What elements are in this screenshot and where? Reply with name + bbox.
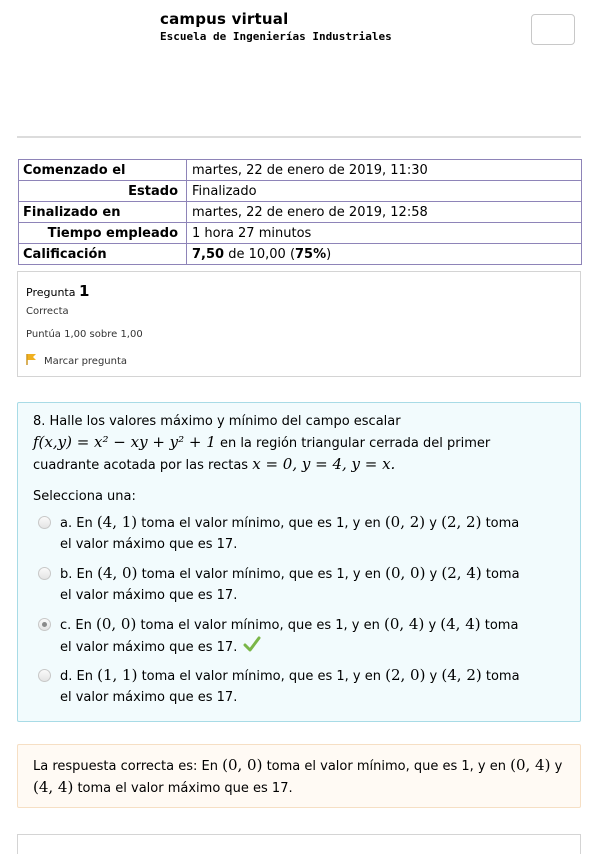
answer-point: (4, 4) xyxy=(440,615,481,633)
answer-letter: b. En xyxy=(60,567,98,582)
answer-point: (4, 0) xyxy=(97,564,138,582)
answer-point: (4, 1) xyxy=(96,513,138,531)
answer-text-part: toma el valor mínimo, que es 1, y en xyxy=(137,567,386,582)
answer-letter: c. En xyxy=(60,618,96,633)
radio-d[interactable] xyxy=(38,669,51,682)
correct-check-icon xyxy=(243,636,261,659)
feedback-point: (0, 0) xyxy=(222,756,263,774)
question-text-line3-pre: cuadrante acotada por las rectas xyxy=(33,458,253,473)
summary-row-finished xyxy=(19,202,582,223)
summary-row-state xyxy=(19,181,582,202)
answer-text-line2: el valor máximo que es 17. xyxy=(60,690,238,705)
answer-point: (0, 0) xyxy=(96,615,137,633)
answer-point: (0, 2) xyxy=(384,513,426,531)
menu-button[interactable] xyxy=(531,14,575,45)
question-formula: f(x,y) = x² − xy + y² + 1 xyxy=(33,433,216,451)
answer-letter: a. En xyxy=(60,516,97,531)
summary-value: Finalizado xyxy=(187,181,582,202)
question-lines: x = 0, y = 4, y = x. xyxy=(252,455,396,473)
answer-point: (2, 0) xyxy=(385,666,426,684)
question-text-line2-rest: en la región triangular cerrada del primer xyxy=(215,436,491,451)
grade-text: de 10,00 ( xyxy=(224,246,296,262)
summary-label: Calificación xyxy=(19,244,187,265)
summary-label: Estado xyxy=(19,181,187,202)
answer-point: (2, 4) xyxy=(441,564,482,582)
feedback-text-part: toma el valor máximo que es 17. xyxy=(73,781,293,796)
answer-point: (1, 1) xyxy=(97,666,138,684)
question-grade: Puntúa 1,00 sobre 1,00 xyxy=(26,329,143,340)
grade-close: ) xyxy=(326,246,332,262)
feedback-point: (4, 4) xyxy=(33,778,74,796)
answer-text-part: toma el valor mínimo, que es 1, y en xyxy=(137,669,386,684)
answer-text-part: toma xyxy=(481,669,520,684)
answer-point: (0, 4) xyxy=(383,615,425,633)
summary-value: martes, 22 de enero de 2019, 12:58 xyxy=(187,202,582,223)
feedback-text-part: toma el valor mínimo, que es 1, y en xyxy=(262,759,511,774)
summary-row-grade xyxy=(19,244,582,265)
question-number-value: 1 xyxy=(78,282,90,300)
answer-text-part: y xyxy=(425,516,442,531)
feedback-panel xyxy=(17,744,581,808)
flag-icon[interactable] xyxy=(26,353,37,369)
summary-label: Comenzado el xyxy=(19,160,187,181)
flag-question-link[interactable] xyxy=(26,353,127,369)
site-subtitle: Escuela de Ingenierías Industriales xyxy=(160,30,392,43)
answer-text[interactable] xyxy=(60,665,540,708)
header-divider xyxy=(17,136,581,138)
right-answer-text xyxy=(33,755,563,799)
feedback-text-part: y xyxy=(550,759,563,774)
answer-text-part: toma xyxy=(481,567,520,582)
question-label: Pregunta xyxy=(26,286,76,299)
feedback-pre: La respuesta correcta es: En xyxy=(33,759,223,774)
question-number xyxy=(26,282,89,300)
next-question-panel xyxy=(17,834,581,854)
question-content-panel xyxy=(17,402,581,722)
grade-score: 7,50 xyxy=(192,246,225,262)
flag-question-label[interactable]: Marcar pregunta xyxy=(44,355,128,367)
answer-text-part: toma xyxy=(480,618,519,633)
answer-point: (2, 2) xyxy=(441,513,482,531)
answer-text-line2: el valor máximo que es 17. xyxy=(60,588,238,603)
page-header xyxy=(0,0,600,120)
answer-text[interactable] xyxy=(60,512,540,555)
question-text-line3 xyxy=(33,454,563,476)
answer-letter: d. En xyxy=(60,669,98,684)
answer-text-line2: el valor máximo que es 17. xyxy=(60,640,238,655)
question-info-panel xyxy=(17,271,581,377)
summary-value xyxy=(187,244,582,265)
question-text-line2 xyxy=(33,432,563,454)
answer-prompt: Selecciona una: xyxy=(33,489,136,504)
summary-label: Tiempo empleado xyxy=(19,223,187,244)
summary-row-time xyxy=(19,223,582,244)
answer-text[interactable] xyxy=(60,614,540,659)
site-title[interactable]: campus virtual xyxy=(160,10,289,28)
grade-percent: 75% xyxy=(295,246,327,262)
answer-text-part: toma el valor mínimo, que es 1, y en xyxy=(136,618,384,633)
radio-b[interactable] xyxy=(38,567,51,580)
radio-c[interactable] xyxy=(38,618,51,631)
question-state: Correcta xyxy=(26,306,69,317)
answer-text-part: y xyxy=(424,618,441,633)
answer-text-part: toma xyxy=(481,516,520,531)
summary-value: martes, 22 de enero de 2019, 11:30 xyxy=(187,160,582,181)
answer-point: (0, 0) xyxy=(385,564,426,582)
question-text xyxy=(33,412,563,476)
feedback-point: (0, 4) xyxy=(510,756,551,774)
answer-text[interactable] xyxy=(60,563,540,606)
summary-label: Finalizado en xyxy=(19,202,187,223)
answer-text-part: y xyxy=(425,669,442,684)
answer-text-line2: el valor máximo que es 17. xyxy=(60,537,238,552)
answer-text-part: toma el valor mínimo, que es 1, y en xyxy=(137,516,385,531)
question-text-line1: 8. Halle los valores máximo y mínimo del campo escalar xyxy=(33,414,401,429)
summary-value: 1 hora 27 minutos xyxy=(187,223,582,244)
attempt-summary-table xyxy=(18,159,582,265)
summary-row-started xyxy=(19,160,582,181)
answer-point: (4, 2) xyxy=(441,666,482,684)
radio-a[interactable] xyxy=(38,516,51,529)
answer-text-part: y xyxy=(425,567,442,582)
